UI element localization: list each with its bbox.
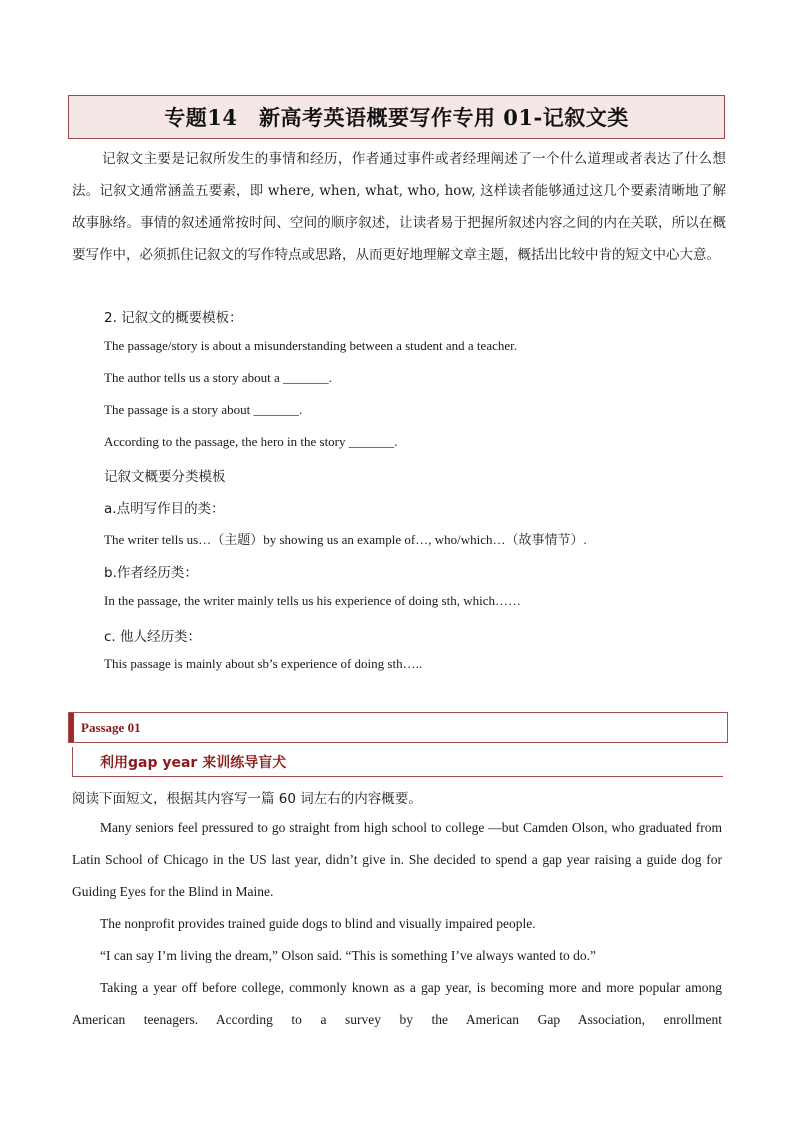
template-line-1: The passage/story is about a misunderstanding between a student and a teacher.	[104, 338, 517, 353]
template-heading: 2. 记叙文的概要模板：	[104, 310, 243, 326]
template-line-4: According to the passage, the hero in the story _______.	[104, 434, 398, 449]
category-c-label: c. 他人经历类：	[104, 629, 202, 645]
passage-header	[68, 712, 728, 743]
passage-paragraph-2: The nonprofit provides trained guide dogs to blind and visually impaired people.	[100, 916, 536, 931]
category-c-text: This passage is mainly about sb’s experience of doing sth…..	[104, 656, 423, 671]
category-b-label: b.作者经历类：	[104, 565, 198, 581]
page-title: 专题14 新高考英语概要写作专用 01-记叙文类	[164, 105, 629, 130]
passage-instruction: 阅读下面短文，根据其内容写一篇 60 词左右的内容概要。	[72, 791, 422, 807]
category-heading: 记叙文概要分类模板	[104, 469, 226, 485]
template-line-3: The passage is a story about _______.	[104, 402, 303, 417]
title-banner	[68, 95, 725, 139]
passage-subtitle: 利用gap year 来训练导盲犬	[100, 755, 287, 771]
passage-label: Passage 01	[81, 720, 141, 735]
category-a-text: The writer tells us…（主题）by showing us an example of…, who/which…（故事情节）.	[104, 532, 587, 547]
template-line-2: The author tells us a story about a _______.	[104, 370, 332, 385]
passage-paragraph-3: “I can say I’m living the dream,” Olson said. “This is something I’ve always wanted to do.”	[100, 948, 596, 963]
passage-paragraph-4: Taking a year off before college, commonly known as a gap year, is becoming more and more popular among American teenagers. According to a survey by the American Gap Association, enrollment	[72, 980, 722, 1027]
category-a-label: a.点明写作目的类：	[104, 501, 225, 517]
intro-paragraph: 记叙文主要是记叙所发生的事情和经历，作者通过事件或者经理阐述了一个什么道理或者表达了什么想法。记叙文通常涵盖五要素，即 where, when, what, who, how, 这样读者能够通过这几个要素清晰地了解故事脉络。事情的叙述通常按时间、空间的顺序叙述，让读者易于把握所叙述内容之间的内在关联，所以在概要写作中，必须抓住记叙文的写作特点或思路，从而更好地理解文章主题，概括出比较中肯的短文中心大意。	[72, 151, 726, 263]
passage-paragraph-1: Many seniors feel pressured to go straight from high school to college —but Camden Olson, who graduated from Latin School of Chicago in the US last year, didn’t give in. She decided to spend a gap year raising a guide dog for Guiding Eyes for the Blind in Maine.	[72, 820, 722, 899]
passage-accent-bar	[69, 713, 74, 742]
category-b-text: In the passage, the writer mainly tells us his experience of doing sth, which……	[104, 593, 521, 608]
passage-subtitle-box	[72, 747, 723, 777]
